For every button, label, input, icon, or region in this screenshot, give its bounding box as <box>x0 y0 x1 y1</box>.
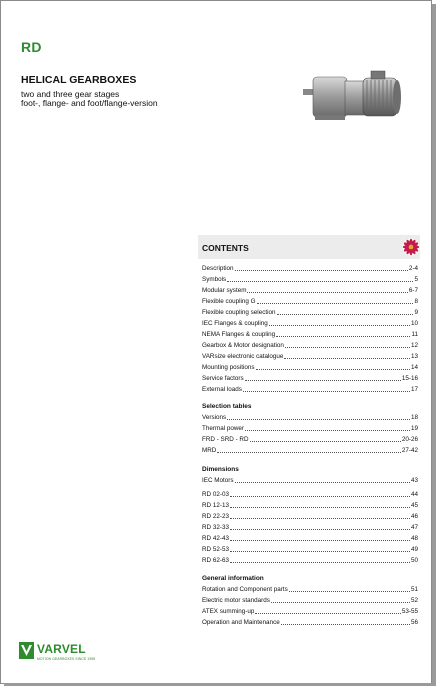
toc-row[interactable] <box>202 286 418 295</box>
section-heading-general-information: General information <box>202 575 264 582</box>
toc-row[interactable] <box>202 545 418 554</box>
toc-row[interactable] <box>202 424 418 433</box>
toc-row[interactable] <box>202 413 418 422</box>
toc-row[interactable] <box>202 330 418 339</box>
subtitle-line-1: two and three gear stages <box>21 89 120 99</box>
toc-page: 46 <box>410 513 418 520</box>
toc-row[interactable] <box>202 264 418 273</box>
toc-row[interactable] <box>202 319 418 328</box>
toc-label: Symbols <box>202 276 227 283</box>
toc-row[interactable] <box>202 446 418 455</box>
toc-page: 56 <box>410 619 418 626</box>
toc-page: 53-55 <box>401 608 418 615</box>
contents-box <box>198 235 420 633</box>
toc-page: 50 <box>410 557 418 564</box>
toc-row[interactable] <box>202 490 418 499</box>
toc-row[interactable] <box>202 556 418 565</box>
toc-label: RD 62-63 <box>202 557 229 564</box>
toc-label: Electric motor standards <box>202 597 270 604</box>
subtitle-line-2: foot-, flange- and foot/flange-version <box>21 98 158 108</box>
toc-row[interactable] <box>202 275 418 284</box>
flower-icon <box>402 238 420 256</box>
toc-page: 12 <box>410 342 418 349</box>
toc-label: Gearbox & Motor designation <box>202 342 284 349</box>
toc-label: Thermal power <box>202 425 244 432</box>
toc-label: Versions <box>202 414 227 421</box>
toc-label: Flexible coupling selection <box>202 309 276 316</box>
toc-page: 9 <box>414 309 418 316</box>
toc-label: Operation and Maintenance <box>202 619 280 626</box>
product-code: RD <box>21 39 42 55</box>
page-title: HELICAL GEARBOXES <box>21 74 137 86</box>
toc-label: Description <box>202 265 234 272</box>
toc-page: 52 <box>410 597 418 604</box>
brand-name: VARVEL <box>37 642 86 656</box>
toc-label: Modular system <box>202 287 247 294</box>
toc-label: RD 52-53 <box>202 546 229 553</box>
toc-label: Flexible coupling G <box>202 298 256 305</box>
toc-row[interactable] <box>202 501 418 510</box>
section-heading-dimensions: Dimensions <box>202 466 239 473</box>
toc-page: 48 <box>410 535 418 542</box>
toc-row[interactable] <box>202 341 418 350</box>
product-image <box>301 63 403 125</box>
toc-label: External loads <box>202 386 242 393</box>
toc-label: RD 12-13 <box>202 502 229 509</box>
toc-page: 45 <box>410 502 418 509</box>
toc-label: RD 02-03 <box>202 491 229 498</box>
toc-label: ATEX summing-up <box>202 608 255 615</box>
section-heading-selection: Selection tables <box>202 403 252 410</box>
toc-page: 5 <box>414 276 418 283</box>
toc-row[interactable] <box>202 523 418 532</box>
toc-row[interactable] <box>202 607 418 616</box>
toc-label: Mounting positions <box>202 364 255 371</box>
toc-page: 19 <box>410 425 418 432</box>
toc-page: 8 <box>414 298 418 305</box>
toc-row[interactable] <box>202 596 418 605</box>
toc-row[interactable] <box>202 363 418 372</box>
toc-page: 47 <box>410 524 418 531</box>
toc-page: 20-26 <box>401 436 418 443</box>
toc-row[interactable] <box>202 385 418 394</box>
toc-label: RD 42-43 <box>202 535 229 542</box>
toc-page: 14 <box>410 364 418 371</box>
toc-page: 27-42 <box>401 447 418 454</box>
toc-label: NEMA Flanges & coupling <box>202 331 276 338</box>
toc-page: 15-16 <box>401 375 418 382</box>
toc-page: 44 <box>410 491 418 498</box>
toc-label: IEC Flanges & coupling <box>202 320 268 327</box>
toc-label: IEC Motors <box>202 477 234 484</box>
page-shadow-right <box>432 4 436 686</box>
toc-page: 11 <box>411 331 418 338</box>
toc-page: 43 <box>410 477 418 484</box>
toc-label: RD 22-23 <box>202 513 229 520</box>
toc-page: 10 <box>410 320 418 327</box>
brand-tagline: MOTION GEARBOXES SINCE 1955 <box>37 657 96 661</box>
toc-row[interactable] <box>202 352 418 361</box>
toc-label: Rotation and Component parts <box>202 586 288 593</box>
toc-row[interactable] <box>202 585 418 594</box>
toc-page: 2-4 <box>408 265 418 272</box>
toc-row[interactable] <box>202 618 418 627</box>
varvel-logo <box>19 642 99 666</box>
contents-heading: CONTENTS <box>202 243 249 253</box>
toc-page: 13 <box>410 353 418 360</box>
toc-label: MRD <box>202 447 217 454</box>
toc-page: 18 <box>410 414 418 421</box>
toc-label: RD 32-33 <box>202 524 229 531</box>
toc-row[interactable] <box>202 476 418 485</box>
toc-page: 49 <box>410 546 418 553</box>
toc-label: VARsize electronic catalogue <box>202 353 284 360</box>
toc-row[interactable] <box>202 435 418 444</box>
toc-page: 51 <box>410 586 418 593</box>
toc-page: 17 <box>410 386 418 393</box>
varvel-logo-mark <box>19 642 34 659</box>
toc-label: Service factors <box>202 375 244 382</box>
toc-label: FRD - SRD - RD <box>202 436 249 443</box>
toc-row[interactable] <box>202 512 418 521</box>
toc-row[interactable] <box>202 308 418 317</box>
toc-row[interactable] <box>202 297 418 306</box>
toc-row[interactable] <box>202 374 418 383</box>
toc-page: 6-7 <box>408 287 418 294</box>
toc-row[interactable] <box>202 534 418 543</box>
contents-header <box>198 235 420 259</box>
